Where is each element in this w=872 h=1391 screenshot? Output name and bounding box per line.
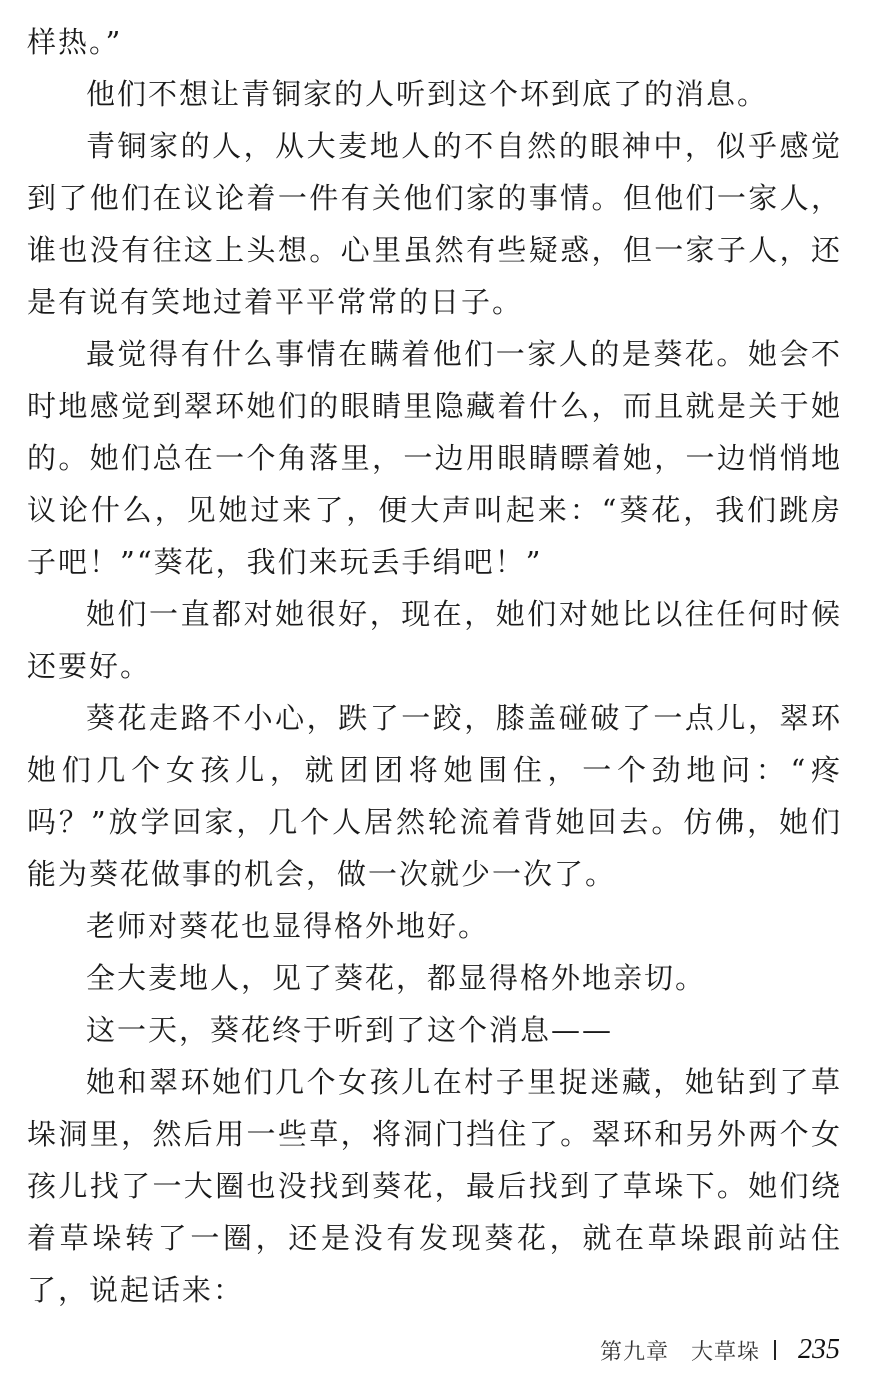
paragraph: 葵花走路不小心，跌了一跤，膝盖碰破了一点儿，翠环她们几个女孩儿，就团团将她围住，一个劲地问：“疼吗？”放学回家，几个人居然轮流着背她回去。仿佛，她们能为葵花做事的机会，做一次就少一次了。 [27, 701, 842, 891]
page-footer [600, 1330, 850, 1370]
paragraph: 最觉得有什么事情在瞒着他们一家人的是葵花。她会不时地感觉到翠环她们的眼睛里隐藏着什么，而且就是关于她的。她们总在一个角落里，一边用眼睛瞟着她，一边悄悄地议论什么，见她过来了，便大声叫起来：“葵花，我们跳房子吧！”“葵花，我们来玩丢手绢吧！” [27, 337, 842, 579]
paragraph: 全大麦地人，见了葵花，都显得格外地亲切。 [86, 961, 707, 995]
paragraph: 这一天，葵花终于听到了这个消息—— [86, 1013, 614, 1047]
chapter-title: 大草垛 [691, 1339, 761, 1365]
page-number: 235 [798, 1334, 841, 1365]
page-body [27, 16, 842, 1316]
paragraph: 老师对葵花也显得格外地好。 [86, 909, 490, 943]
paragraph-continuation: 样热。” [27, 25, 123, 59]
chapter-label: 第九章 [600, 1339, 670, 1365]
paragraph: 她和翠环她们几个女孩儿在村子里捉迷藏，她钻到了草垛洞里，然后用一些草，将洞门挡住了。翠环和另外两个女孩儿找了一大圈也没找到葵花，最后找到了草垛下。她们绕着草垛转了一圈，还是没有发现葵花，就在草垛跟前站住了，说起话来： [27, 1065, 842, 1307]
paragraph: 她们一直都对她很好，现在，她们对她比以往任何时候还要好。 [27, 597, 842, 683]
footer-divider [774, 1340, 776, 1360]
paragraph: 他们不想让青铜家的人听到这个坏到底了的消息。 [86, 77, 769, 111]
paragraph: 青铜家的人，从大麦地人的不自然的眼神中，似乎感觉到了他们在议论着一件有关他们家的事情。但他们一家人，谁也没有往这上头想。心里虽然有些疑惑，但一家子人，还是有说有笑地过着平平常常的日子。 [27, 129, 842, 319]
